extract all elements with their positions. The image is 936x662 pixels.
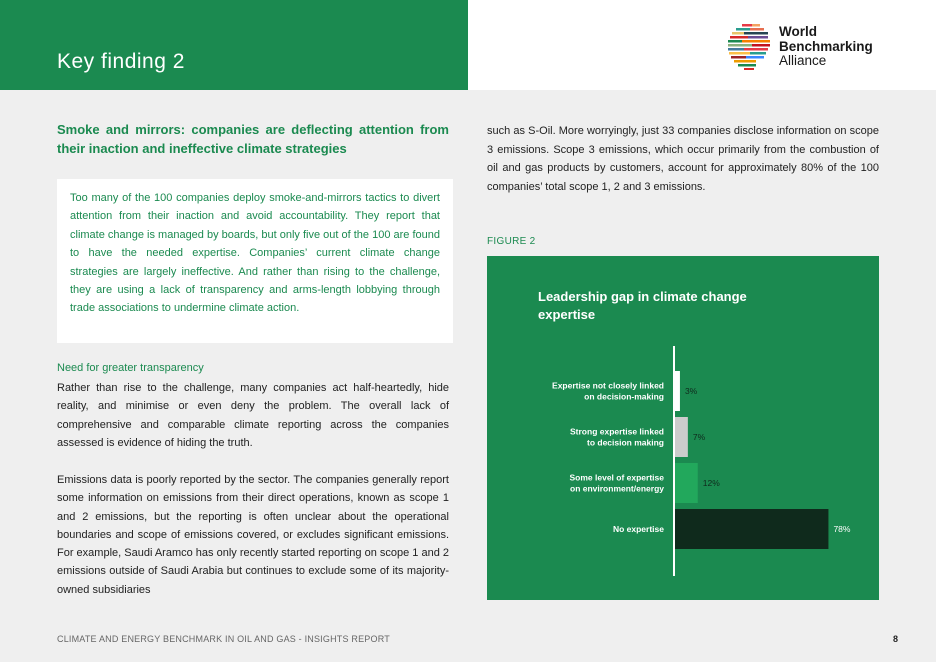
- header-band: [0, 0, 468, 90]
- body-paragraph-right: such as S-Oil. More worryingly, just 33 companies disclose information on scope 3 emissions. Scope 3 emissions, which occur primarily from the combustion of oil and gas products by customers, account for approximately 80% of the 100 companies’ total scope 1, 2 and 3 emissions.: [487, 125, 879, 193]
- section-subheading: Need for greater transparency: [57, 362, 204, 374]
- callout-text: Too many of the 100 companies deploy smoke-and-mirrors tactics to divert attention from their inaction and avoid accountability. They report that climate change is managed by boards, but only five out of the 100 are found to have the needed expertise. Companies’ current climate change strategies are largely ineffective. And rather than rising to the challenge, they are using a lack of transparency and arms-length lobbying through trade associations to undermine climate action.: [70, 192, 440, 315]
- bar-2: [674, 463, 698, 503]
- bar-1: [674, 417, 688, 457]
- logo-mark-icon: [728, 22, 774, 70]
- category-label-1-0: Strong expertise linked: [570, 426, 664, 437]
- footer-report-title: CLIMATE AND ENERGY BENCHMARK IN OIL AND GAS - INSIGHTS REPORT: [57, 634, 390, 644]
- category-label-2-0: Some level of expertise: [569, 472, 664, 483]
- page-number: 8: [893, 634, 899, 644]
- category-label-1-1: to decision making: [587, 437, 664, 448]
- chart-title: Leadership gap in climate change expertise: [538, 289, 747, 322]
- category-label-0-0: Expertise not closely linked: [552, 380, 664, 391]
- lead-heading: Smoke and mirrors: companies are deflecting attention from their inaction and ineffective climate strategies: [57, 122, 449, 156]
- chart-panel: [487, 256, 879, 600]
- category-label-0-1: on decision-making: [584, 391, 664, 402]
- data-label-0: 3%: [684, 386, 698, 396]
- body-paragraph-1: Rather than rise to the challenge, many companies act half-heartedly, hide reality, and minimise or even deny the problem. The overall lack of comprehensive and comparable climate reporting across the companies assessed is evidence of hiding the truth.: [57, 382, 449, 449]
- logo-line-3: Alliance: [779, 53, 827, 68]
- page-title: Key finding 2: [57, 50, 185, 73]
- logo-line-2: Benchmarking: [779, 38, 873, 54]
- category-label-3-0: No expertise: [612, 524, 664, 534]
- logo-line-1: World: [779, 24, 817, 39]
- world-benchmarking-alliance-logo: [728, 22, 888, 74]
- logo-wordmark: [779, 25, 873, 69]
- left-column: [57, 120, 449, 158]
- data-label-3: 78%: [833, 524, 851, 534]
- data-label-2: 12%: [702, 478, 720, 488]
- body-paragraph-2: Emissions data is poorly reported by the sector. The companies generally report some information on emissions from their direct operations, known as scope 1 and 2 emissions, but the reporting is often unclear about the operational boundaries and scope of emissions covered, or excludes significant emissions. For example, Saudi Aramco has only recently started reporting on scope 1 and 2 emissions outside of Saudi Arabia but continues to exclude some of its majority-owned subsidiaries: [57, 474, 449, 596]
- data-label-1: 7%: [692, 432, 706, 442]
- bar-chart: [487, 256, 879, 600]
- bar-3: [674, 509, 828, 549]
- figure-label: FIGURE 2: [487, 236, 536, 247]
- category-label-2-1: on environment/energy: [570, 483, 664, 494]
- summary-callout: [57, 179, 453, 343]
